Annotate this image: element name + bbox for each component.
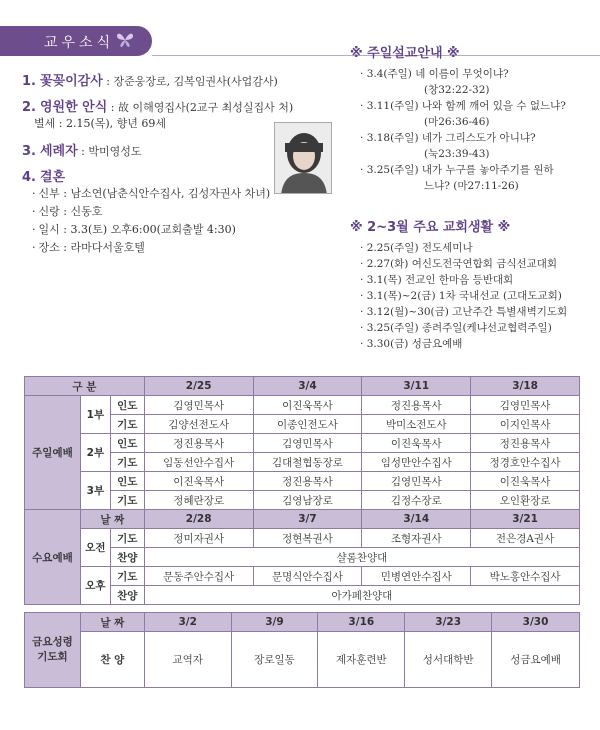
date-cell: 3/14 [362, 510, 471, 529]
date-cell: 3/9 [231, 613, 318, 632]
friday-label: 금요성령 기도회 [25, 613, 81, 688]
header-cell: 구 분 [25, 377, 145, 396]
event-item: · 3.1(목) 전교인 한마음 등반대회 [360, 274, 514, 286]
table-cell: 이진욱목사 [362, 434, 471, 453]
table-cell: 아가페찬양대 [144, 586, 579, 605]
sermon-ref: (창32:22-32) [424, 84, 490, 96]
role-label: 기도 [110, 415, 144, 434]
sermon-ref: 느냐? (마27:11-26) [424, 180, 519, 192]
table-cell: 이진욱목사 [253, 396, 362, 415]
role-label: 찬양 [110, 586, 144, 605]
section-text: : 故 이해영집사(2교구 최성실집사 처) [107, 101, 294, 114]
sermon-item: · 3.25(주일) 내가 누구를 놓아주기를 원하 [360, 164, 554, 176]
section-text: : 박미영성도 [77, 145, 142, 158]
morning-label: 오전 [80, 529, 110, 567]
announcements [350, 42, 590, 352]
date-cell: 2/28 [144, 510, 253, 529]
eternal-rest-section [22, 96, 293, 133]
table-cell: 정진용목사 [144, 434, 253, 453]
event-item: · 2.27(화) 여신도전국연합회 금식선교대회 [360, 258, 558, 270]
bride-photo [274, 122, 332, 194]
date-cell: 3/30 [492, 613, 580, 632]
header-cell: 3/11 [362, 377, 471, 396]
sunday-label: 주일예배 [25, 396, 81, 510]
worship-schedule-table [24, 376, 580, 605]
table-cell: 김영민목사 [471, 396, 580, 415]
role-label: 찬양 [110, 548, 144, 567]
sermon-title: ※ 주일설교안내 ※ [350, 46, 460, 61]
section-detail: 별세 : 2.15(목), 향년 69세 [34, 117, 167, 130]
table-row [25, 510, 580, 529]
table-cell: 임성만안수집사 [362, 453, 471, 472]
table-cell: 정진용목사 [253, 472, 362, 491]
role-label: 기도 [110, 491, 144, 510]
wedding-line: · 신부 : 남소연(남춘식안수집사, 김성자권사 차녀) [32, 187, 271, 200]
table-cell: 제자훈련반 [318, 632, 405, 688]
choir-label: 찬 양 [80, 632, 144, 688]
table-cell: 조형자권사 [362, 529, 471, 548]
date-cell: 3/23 [405, 613, 492, 632]
table-cell: 임동선안수집사 [144, 453, 253, 472]
sermon-item: · 3.4(주일) 네 이름이 무엇이냐? [360, 68, 509, 80]
sermon-item: · 3.18(주일) 네가 그리스도가 아니냐? [360, 132, 536, 144]
table-cell: 김정수장로 [362, 491, 471, 510]
sermon-ref: (마26:36-46) [424, 116, 490, 128]
table-cell: 김양선전도사 [144, 415, 253, 434]
role-label: 기도 [110, 567, 144, 586]
event-item: · 3.25(주일) 종려주일(케냐선교협력주일) [360, 322, 552, 334]
section-heading: 결혼 [39, 170, 66, 185]
date-cell: 3/2 [144, 613, 231, 632]
table-cell: 이지인목사 [471, 415, 580, 434]
table-cell: 김영민목사 [253, 434, 362, 453]
baptism-section [22, 140, 142, 159]
section-heading: 꽃꽂이감사 [39, 74, 103, 89]
table-cell: 성서대학반 [405, 632, 492, 688]
table-cell: 샬롬찬양대 [144, 548, 579, 567]
table-cell: 오인환장로 [471, 491, 580, 510]
event-item: · 2.25(주일) 전도세미나 [360, 242, 473, 254]
date-label: 날 짜 [80, 510, 144, 529]
afternoon-label: 오후 [80, 567, 110, 605]
event-item: · 3.1(목)~2(금) 1차 국내선교 (고대도교회) [360, 290, 562, 302]
part-label: 2부 [80, 434, 110, 472]
date-cell: 3/7 [253, 510, 362, 529]
sermon-ref: (눅23:39-43) [424, 148, 490, 160]
wedding-line: · 일시 : 3.3(토) 오후6:00(교회출발 4:30) [32, 223, 236, 236]
table-cell: 이진욱목사 [144, 472, 253, 491]
table-row [25, 567, 580, 586]
sermon-item: · 3.11(주일) 나와 함께 깨어 있을 수 없느냐? [360, 100, 566, 112]
table-cell: 정진용목사 [471, 434, 580, 453]
part-label: 1부 [80, 396, 110, 434]
section-title: 교우소식 [44, 35, 115, 51]
table-cell: 문명식안수집사 [253, 567, 362, 586]
role-label: 기도 [110, 529, 144, 548]
role-label: 기도 [110, 453, 144, 472]
friday-prayer-table [24, 612, 580, 688]
section-banner [0, 26, 152, 56]
section-text: : 장준웅장로, 김복임권사(사업감사) [102, 75, 278, 88]
header-cell: 2/25 [144, 377, 253, 396]
table-row [25, 396, 580, 415]
events-title: ※ 2~3월 주요 교회생활 ※ [350, 220, 511, 235]
part-label: 3부 [80, 472, 110, 510]
table-cell: 정혜란장로 [144, 491, 253, 510]
table-cell: 김영민목사 [144, 396, 253, 415]
role-label: 인도 [110, 472, 144, 491]
table-cell: 교역자 [144, 632, 231, 688]
table-cell: 박노홍안수집사 [471, 567, 580, 586]
table-cell: 김영남장로 [253, 491, 362, 510]
header-cell: 3/18 [471, 377, 580, 396]
role-label: 인도 [110, 434, 144, 453]
date-cell: 3/16 [318, 613, 405, 632]
section-number: 2. [22, 100, 36, 115]
section-number: 4. [22, 170, 36, 185]
wednesday-label: 수요예배 [25, 510, 81, 605]
table-cell: 민병연안수집사 [362, 567, 471, 586]
table-row [25, 529, 580, 548]
table-row [25, 632, 580, 688]
date-label: 날 짜 [80, 613, 144, 632]
table-row [25, 613, 580, 632]
section-heading: 영원한 안식 [39, 100, 108, 115]
event-item: · 3.12(월)~30(금) 고난주간 특별새벽기도회 [360, 306, 568, 318]
table-cell: 이진욱목사 [471, 472, 580, 491]
table-cell: 장로일동 [231, 632, 318, 688]
role-label: 인도 [110, 396, 144, 415]
table-cell: 박미소전도사 [362, 415, 471, 434]
event-item: · 3.30(금) 성금요예배 [360, 338, 463, 350]
section-number: 3. [22, 144, 36, 159]
section-number: 1. [22, 74, 36, 89]
table-cell: 정미자권사 [144, 529, 253, 548]
flower-thanks-section [22, 70, 278, 89]
table-cell: 김대철협동장로 [253, 453, 362, 472]
wedding-section [22, 166, 270, 257]
butterfly-icon [116, 32, 134, 48]
table-row [25, 434, 580, 453]
date-cell: 3/21 [471, 510, 580, 529]
table-cell: 성금요예배 [492, 632, 580, 688]
wedding-line: · 장소 : 라마다서울호텔 [32, 241, 145, 254]
table-cell: 이종인전도사 [253, 415, 362, 434]
table-cell: 정진용목사 [362, 396, 471, 415]
wedding-line: · 신랑 : 신동호 [32, 205, 103, 218]
table-header-row [25, 377, 580, 396]
table-cell: 정경호안수집사 [471, 453, 580, 472]
section-heading: 세례자 [39, 144, 78, 159]
table-cell: 정현복권사 [253, 529, 362, 548]
table-cell: 김영민목사 [362, 472, 471, 491]
header-cell: 3/4 [253, 377, 362, 396]
table-row [25, 472, 580, 491]
table-cell: 전은경A권사 [471, 529, 580, 548]
table-cell: 문동주안수집사 [144, 567, 253, 586]
